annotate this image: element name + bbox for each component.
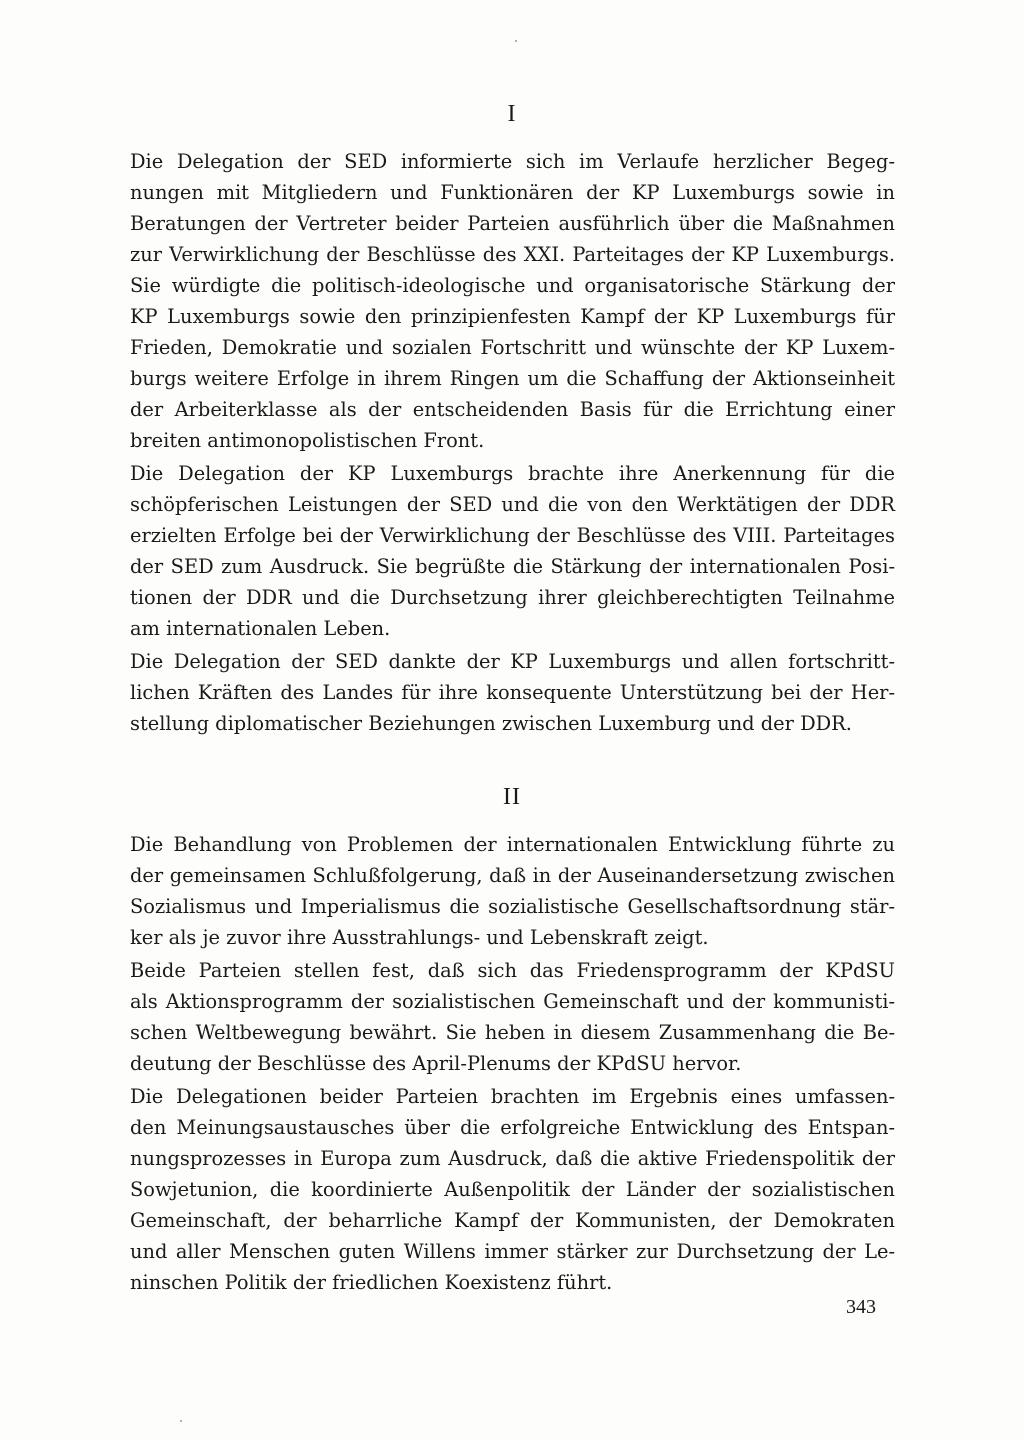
- text-line: ker als je zuvor ihre Ausstrahlungs- und Lebenskraft zeigt.: [130, 926, 709, 949]
- text-line: deutung der Beschlüsse des April-Plenums der KPdSU hervor.: [130, 1052, 742, 1075]
- text-line: ninschen Politik der friedlichen Koexistenz führt.: [130, 1271, 613, 1294]
- paragraph: [130, 829, 895, 953]
- text-line: am internationalen Leben.: [130, 617, 391, 640]
- text-line: nungsprozesses in Europa zum Ausdruck, daß die aktive Friedenspolitik der: [130, 1147, 895, 1170]
- section-heading-1: I: [507, 101, 517, 127]
- text-line: Sozialismus und Imperialismus die sozialistische Gesellschaftsordnung stär-: [130, 895, 895, 918]
- text-line: Frieden, Demokratie und sozialen Fortschritt und wünschte der KP Luxem-: [130, 336, 895, 359]
- text-line: Die Delegation der SED dankte der KP Luxemburgs und allen fortschritt-: [130, 650, 895, 673]
- paragraph: [130, 458, 895, 644]
- text-line: schen Weltbewegung bewährt. Sie heben in diesem Zusammenhang die Be-: [130, 1021, 895, 1044]
- paragraph: [130, 646, 895, 739]
- text-line: lichen Kräften des Landes für ihre konsequente Unterstützung bei der Her-: [130, 681, 895, 704]
- text-line: nungen mit Mitgliedern und Funktionären der KP Luxemburgs sowie in: [130, 181, 895, 204]
- text-line: burgs weitere Erfolge in ihrem Ringen um die Schaffung der Aktionseinheit: [130, 367, 895, 390]
- paragraph: [130, 1081, 895, 1298]
- text-line: den Meinungsaustausches über die erfolgreiche Entwicklung des Entspan-: [130, 1116, 895, 1139]
- text-line: Die Delegation der SED informierte sich im Verlaufe herzlicher Begeg-: [130, 150, 895, 173]
- section-1-text: [130, 146, 895, 741]
- text-line: Die Delegationen beider Parteien brachten im Ergebnis eines umfassen-: [130, 1085, 895, 1108]
- text-line: der SED zum Ausdruck. Sie begrüßte die Stärkung der internationalen Posi-: [130, 555, 895, 578]
- paper-speck: [515, 40, 517, 42]
- text-line: tionen der DDR und die Durchsetzung ihrer gleichberechtigten Teilnahme: [130, 586, 895, 609]
- paragraph: [130, 955, 895, 1079]
- paragraph: [130, 146, 895, 456]
- text-line: KP Luxemburgs sowie den prinzipienfesten Kampf der KP Luxemburgs für: [130, 305, 895, 328]
- text-line: Gemeinschaft, der beharrliche Kampf der Kommunisten, der Demokraten: [130, 1209, 895, 1232]
- page-number: 343: [846, 1296, 876, 1318]
- text-line: stellung diplomatischer Beziehungen zwischen Luxemburg und der DDR.: [130, 712, 852, 735]
- section-heading-2: II: [503, 784, 521, 810]
- text-line: als Aktionsprogramm der sozialistischen Gemeinschaft und der kommunisti-: [130, 990, 895, 1013]
- paper-speck: [180, 1420, 182, 1422]
- text-line: der gemeinsamen Schlußfolgerung, daß in der Auseinandersetzung zwischen: [130, 864, 895, 887]
- text-line: Die Behandlung von Problemen der internationalen Entwicklung führte zu: [130, 833, 895, 856]
- text-line: schöpferischen Leistungen der SED und die von den Werktätigen der DDR: [130, 493, 895, 516]
- text-line: der Arbeiterklasse als der entscheidenden Basis für die Errichtung einer: [130, 398, 895, 421]
- text-line: erzielten Erfolge bei der Verwirklichung der Beschlüsse des VIII. Parteitages: [130, 524, 895, 547]
- text-line: breiten antimonopolistischen Front.: [130, 429, 485, 452]
- text-line: Beide Parteien stellen fest, daß sich das Friedensprogramm der KPdSU: [130, 959, 895, 982]
- text-line: Sowjetunion, die koordinierte Außenpolitik der Länder der sozialistischen: [130, 1178, 895, 1201]
- text-line: Beratungen der Vertreter beider Parteien ausführlich über die Maßnahmen: [130, 212, 895, 235]
- text-line: Die Delegation der KP Luxemburgs brachte ihre Anerkennung für die: [130, 462, 895, 485]
- text-line: Sie würdigte die politisch-ideologische und organisatorische Stärkung der: [130, 274, 895, 297]
- text-line: und aller Menschen guten Willens immer stärker zur Durchsetzung der Le-: [130, 1240, 895, 1263]
- text-line: zur Verwirklichung der Beschlüsse des XXI. Parteitages der KP Luxemburgs.: [130, 243, 895, 266]
- section-2-text: [130, 829, 895, 1300]
